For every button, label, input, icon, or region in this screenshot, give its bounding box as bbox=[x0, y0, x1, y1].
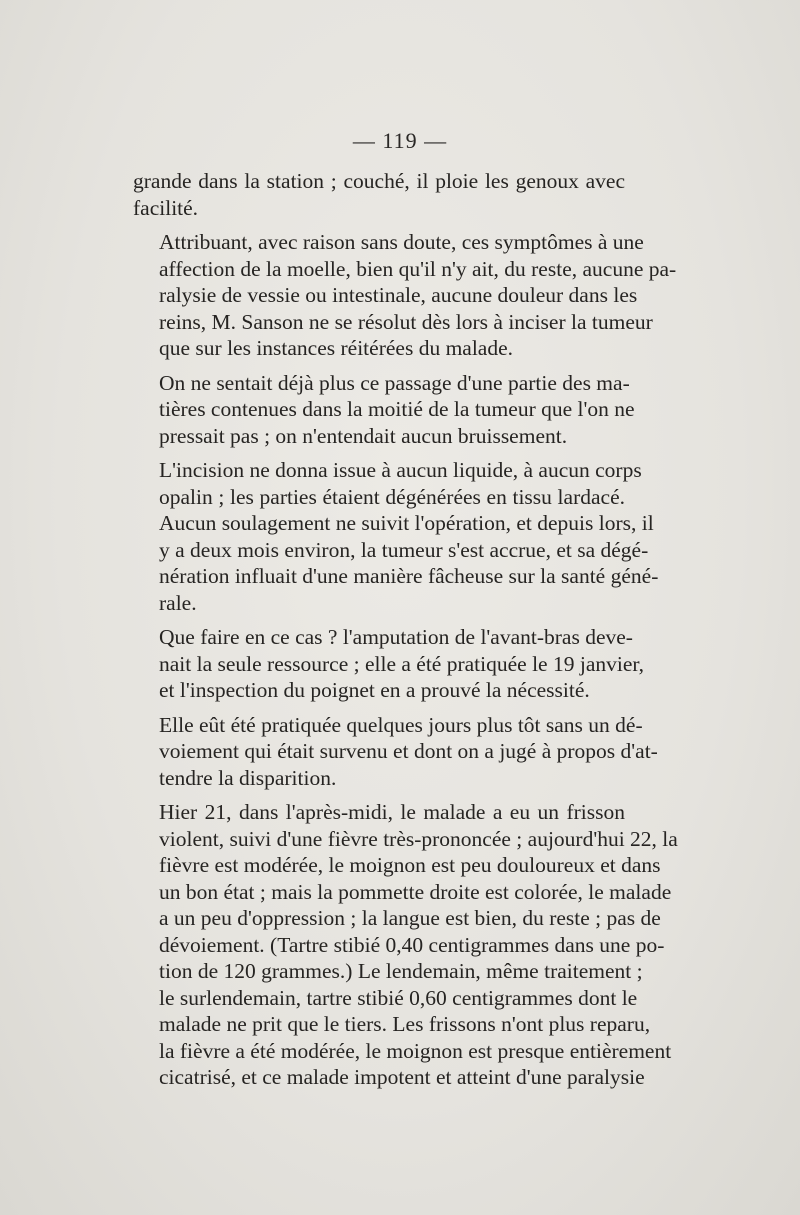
text-line: nait la seule ressource ; elle a été pratiquée le 19 janvier, bbox=[159, 651, 645, 676]
text-line: Elle eût été pratiquée quelques jours plus tôt sans un dé- bbox=[159, 712, 643, 737]
text-line: facilité. bbox=[133, 195, 199, 220]
text-line: malade ne prit que le tiers. Les frissons n'ont plus reparu, bbox=[159, 1012, 651, 1036]
text-line: L'incision ne donna issue à aucun liquide, à aucun corps bbox=[159, 458, 642, 482]
text-line: la fièvre a été modérée, le moignon est presque entièrement bbox=[159, 1038, 672, 1063]
text-line: Que faire en ce cas ? l'amputation de l'avant-bras deve- bbox=[159, 625, 633, 649]
text-line: grande dans la station ; couché, il ploie les genoux avec bbox=[133, 169, 625, 193]
text-line: a un peu d'oppression ; la langue est bien, du reste ; pas de bbox=[159, 906, 661, 930]
text-line: tion de 120 grammes.) Le lendemain, même traitement ; bbox=[159, 959, 643, 983]
text-line: cicatrisé, et ce malade impotent et atteint d'une paralysie bbox=[159, 1065, 645, 1089]
text-line: tendre la disparition. bbox=[159, 765, 337, 790]
body-text bbox=[133, 168, 678, 1099]
text-line: Attribuant, avec raison sans doute, ces symptômes à une bbox=[159, 230, 644, 254]
paragraph bbox=[133, 370, 635, 450]
text-line: On ne sentait déjà plus ce passage d'une partie des ma- bbox=[159, 370, 630, 395]
text-line: opalin ; les parties étaient dégénérées en tissu lardacé. bbox=[159, 484, 625, 509]
paragraph bbox=[133, 799, 678, 1091]
text-line: pressait pas ; on n'entendait aucun bruissement. bbox=[159, 423, 568, 448]
text-line: le surlendemain, tartre stibié 0,60 centigrammes dont le bbox=[159, 985, 638, 1010]
paragraph bbox=[133, 457, 659, 616]
text-line: dévoiement. (Tartre stibié 0,40 centigrammes dans une po- bbox=[159, 932, 665, 957]
text-line: nération influait d'une manière fâcheuse sur la santé géné- bbox=[159, 564, 659, 588]
page-number: — 119 — bbox=[352, 128, 448, 153]
paragraph bbox=[133, 168, 625, 221]
text-line: voiement qui était survenu et dont on a jugé à propos d'at- bbox=[159, 739, 658, 763]
paragraph bbox=[133, 712, 658, 792]
text-line: rale. bbox=[159, 590, 197, 615]
text-line: ralysie de vessie ou intestinale, aucune douleur dans les bbox=[159, 283, 638, 307]
paragraph bbox=[133, 624, 645, 704]
paragraph bbox=[133, 229, 677, 362]
text-line: reins, M. Sanson ne se résolut dès lors à inciser la tumeur bbox=[159, 309, 653, 334]
text-line: affection de la moelle, bien qu'il n'y ait, du reste, aucune pa- bbox=[159, 256, 677, 281]
text-line: Aucun soulagement ne suivit l'opération, et depuis lors, il bbox=[159, 511, 654, 535]
text-line: violent, suivi d'une fièvre très-prononcée ; aujourd'hui 22, la bbox=[159, 826, 678, 851]
text-line: que sur les instances réitérées du malade. bbox=[159, 336, 514, 360]
text-line: un bon état ; mais la pommette droite est colorée, le malade bbox=[159, 879, 672, 904]
text-line: et l'inspection du poignet en a prouvé la nécessité. bbox=[159, 678, 590, 702]
text-line: tières contenues dans la moitié de la tumeur que l'on ne bbox=[159, 397, 635, 421]
text-line: fièvre est modérée, le moignon est peu douloureux et dans bbox=[159, 853, 661, 877]
text-line: Hier 21, dans l'après-midi, le malade a eu un frisson bbox=[159, 800, 625, 824]
text-line: y a deux mois environ, la tumeur s'est accrue, et sa dégé- bbox=[159, 537, 649, 562]
